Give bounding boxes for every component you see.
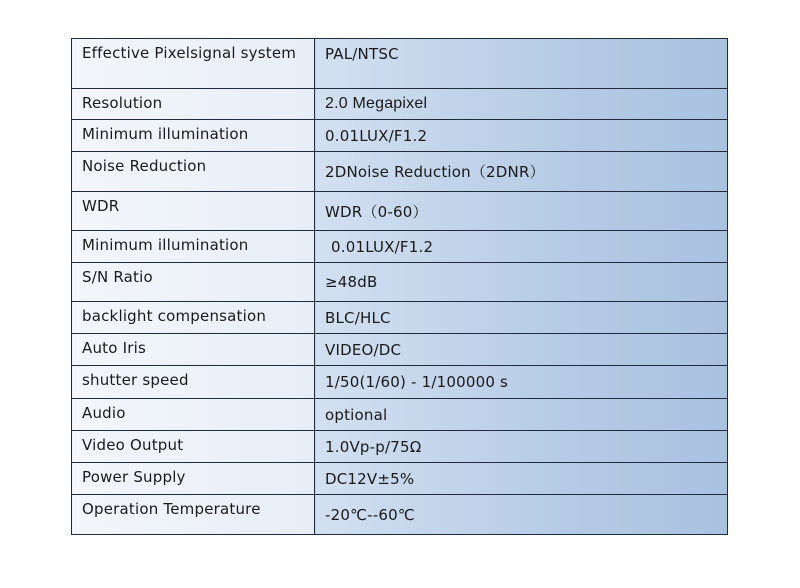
- spec-label: Video Output: [72, 431, 315, 463]
- table-row: [72, 231, 728, 263]
- table-row: [72, 366, 728, 399]
- spec-value: 1/50(1/60) - 1/100000 s: [315, 366, 728, 399]
- spec-label: Effective Pixelsignal system: [72, 39, 315, 89]
- spec-label: Power Supply: [72, 463, 315, 495]
- spec-label: Audio: [72, 399, 315, 431]
- spec-value: VIDEO/DC: [315, 334, 728, 366]
- spec-value: 1.0Vp-p/75Ω: [315, 431, 728, 463]
- spec-value: WDR（0-60）: [315, 192, 728, 231]
- spec-value: 2.0 Megapixel: [315, 89, 728, 120]
- table-row: [72, 399, 728, 431]
- spec-label: Auto Iris: [72, 334, 315, 366]
- table-row: [72, 120, 728, 152]
- table-row: [72, 495, 728, 535]
- spec-value: 0.01LUX/F1.2: [315, 231, 728, 263]
- spec-label: Resolution: [72, 89, 315, 120]
- spec-value: optional: [315, 399, 728, 431]
- spec-label: Operation Temperature: [72, 495, 315, 535]
- spec-value: BLC/HLC: [315, 302, 728, 334]
- spec-label: Noise Reduction: [72, 152, 315, 192]
- table-row: [72, 89, 728, 120]
- spec-label: Minimum illumination: [72, 231, 315, 263]
- table-row: [72, 152, 728, 192]
- spec-value: DC12V±5%: [315, 463, 728, 495]
- spec-table: [71, 38, 728, 535]
- table-row: [72, 192, 728, 231]
- spec-label: shutter speed: [72, 366, 315, 399]
- table-row: [72, 463, 728, 495]
- spec-value: -20℃--60℃: [315, 495, 728, 535]
- spec-value: PAL/NTSC: [315, 39, 728, 89]
- spec-label: backlight compensation: [72, 302, 315, 334]
- spec-value: ≥48dB: [315, 263, 728, 302]
- table-row: [72, 334, 728, 366]
- spec-label: WDR: [72, 192, 315, 231]
- spec-value: 2DNoise Reduction（2DNR）: [315, 152, 728, 192]
- table-row: [72, 431, 728, 463]
- table-row: [72, 302, 728, 334]
- table-row: [72, 39, 728, 89]
- spec-label: S/N Ratio: [72, 263, 315, 302]
- spec-value: 0.01LUX/F1.2: [315, 120, 728, 152]
- table-row: [72, 263, 728, 302]
- spec-label: Minimum illumination: [72, 120, 315, 152]
